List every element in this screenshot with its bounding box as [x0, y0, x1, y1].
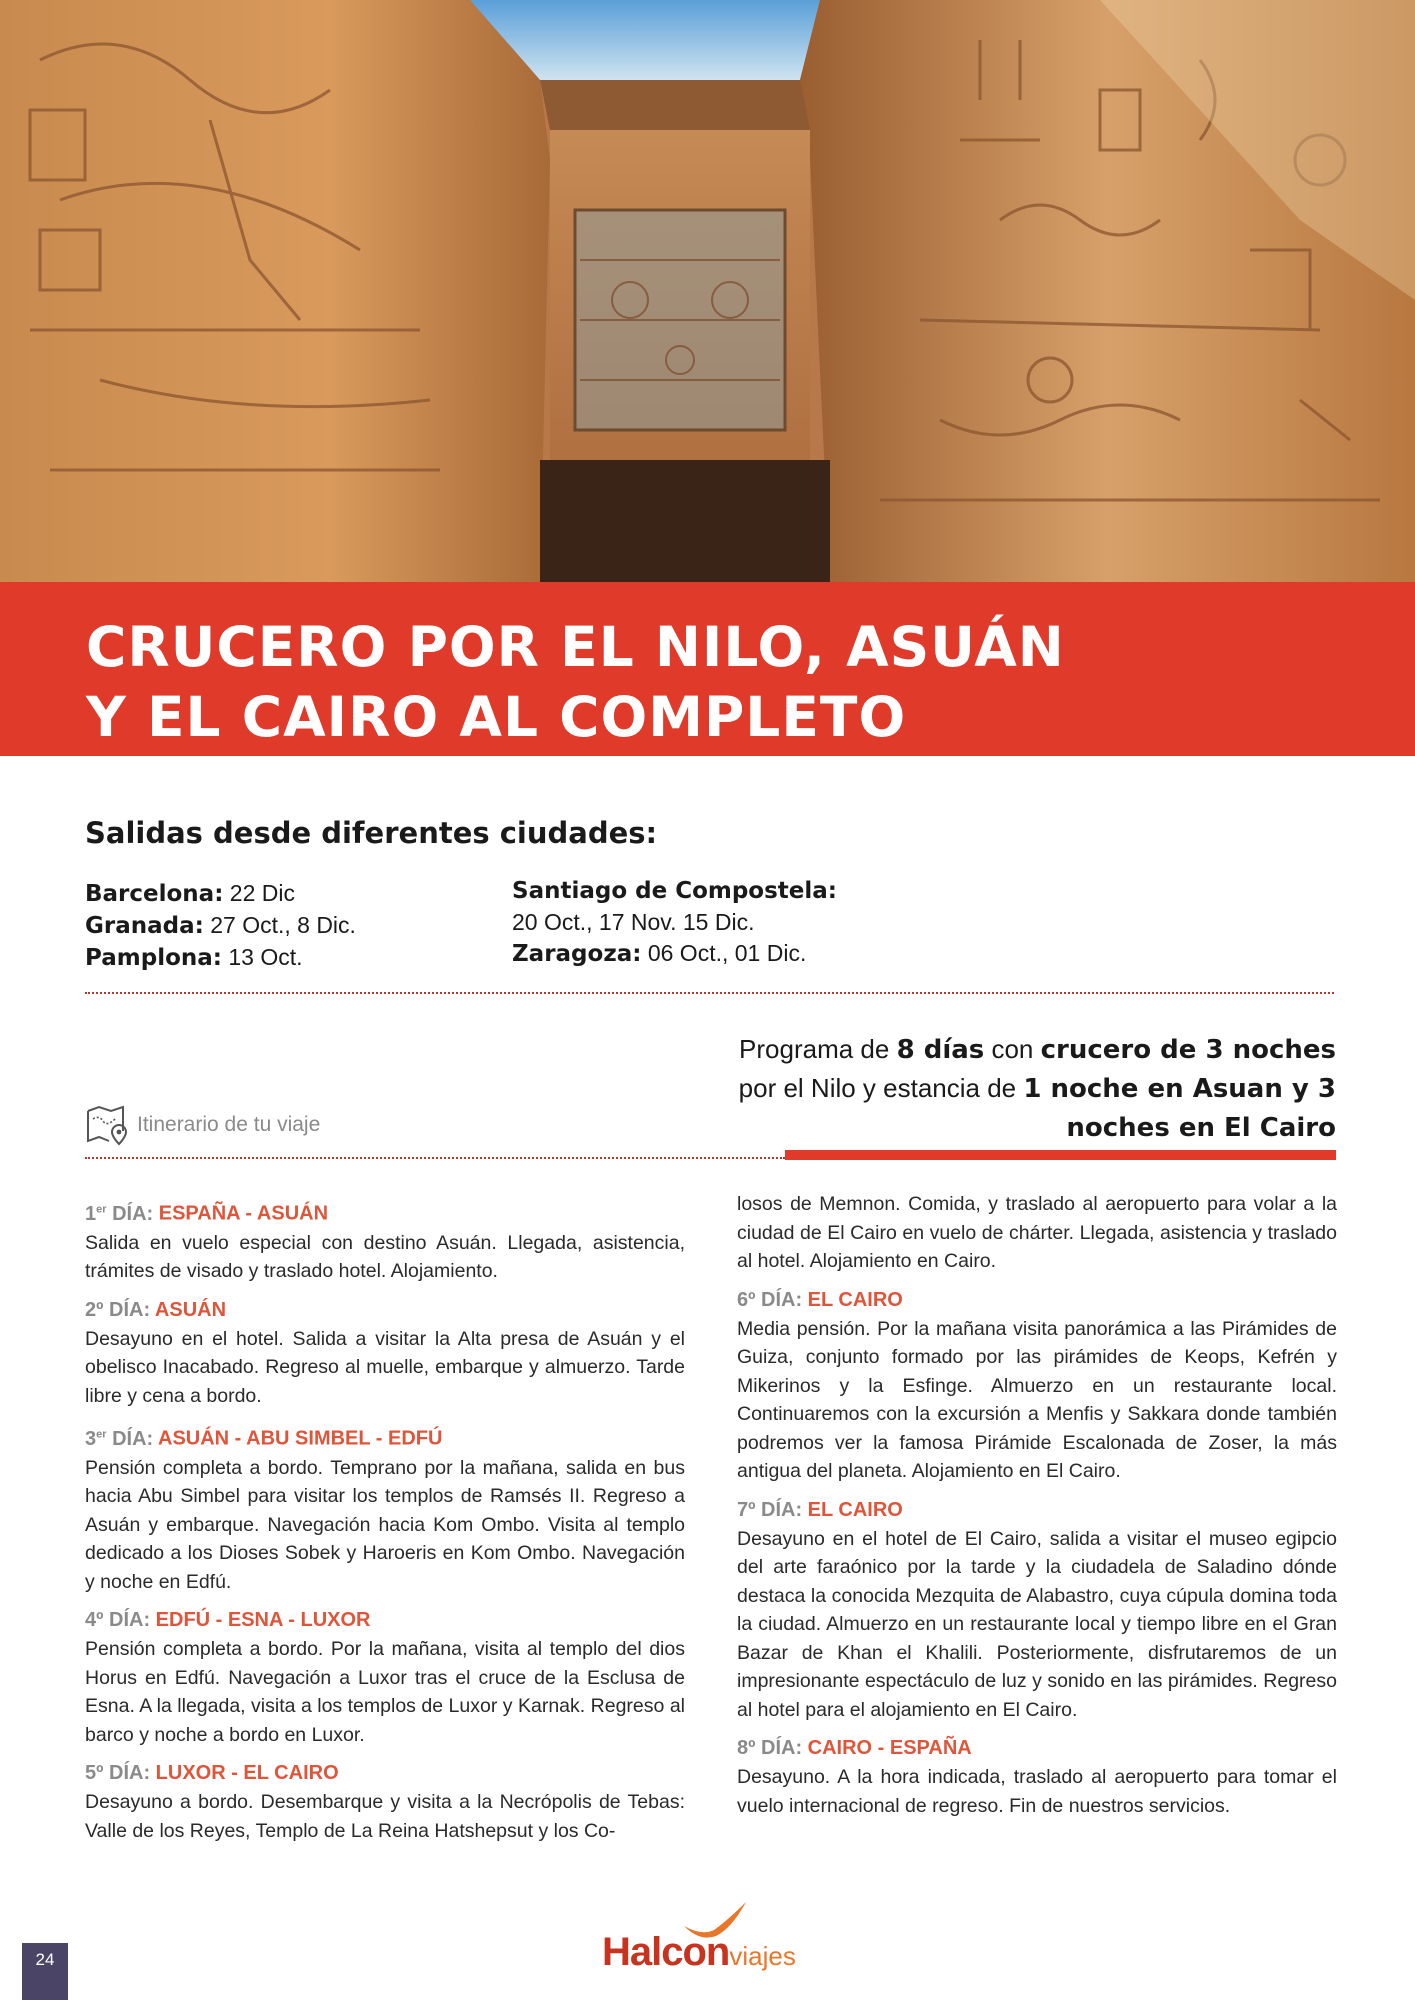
day-description: losos de Memnon. Comida, y traslado al aeropuerto para volar a la ciudad de El Cairo en vuelo de chárter. Llegada, asistencia y traslado al hotel. Alojamiento en Cairo. — [737, 1193, 1337, 1272]
day-label: DÍA: — [106, 1427, 159, 1450]
program-text: por el Nilo y estancia de — [738, 1073, 1024, 1103]
day-number: 7º — [737, 1498, 756, 1521]
hero-photo — [0, 0, 1415, 582]
departure-row — [85, 942, 356, 974]
program-summary — [696, 1030, 1336, 1147]
day-ordinal: er — [96, 1203, 107, 1215]
departures-right — [512, 876, 837, 970]
day-ordinal: er — [96, 1428, 107, 1441]
title-line-2: Y EL CAIRO AL COMPLETO — [86, 685, 907, 749]
departure-city: Pamplona: — [85, 945, 222, 971]
day-block — [85, 1194, 685, 1286]
page-number: 24 — [22, 1943, 68, 2000]
day-block — [85, 1758, 685, 1845]
day-heading — [85, 1758, 685, 1788]
day-label: DÍA: — [755, 1498, 808, 1521]
day-block-continued — [737, 1190, 1337, 1276]
day-number: 8º — [737, 1737, 756, 1759]
day-label: DÍA: — [755, 1737, 808, 1759]
day-number: 5º — [85, 1762, 104, 1785]
halcon-viajes-logo — [600, 1900, 840, 1980]
day-description: Salida en vuelo especial con destino Asuán. Llegada, asistencia, trámites de visado y traslado hotel. Alojamiento. — [85, 1231, 685, 1283]
day-title: ASUÁN — [154, 1298, 227, 1321]
departure-city: Barcelona: — [85, 881, 224, 907]
logo-brand: Halcon — [602, 1930, 730, 1974]
day-number: 2º — [85, 1298, 104, 1321]
departure-dates: 13 Oct. — [221, 944, 303, 970]
program-text: con — [984, 1034, 1041, 1064]
day-number: 3 — [85, 1427, 97, 1450]
departure-dates: 27 Oct., 8 Dic. — [203, 912, 356, 938]
page-title — [86, 612, 1065, 752]
departures-heading: Salidas desde diferentes ciudades: — [85, 816, 658, 850]
map-icon — [85, 1103, 131, 1147]
program-text: Programa de — [739, 1034, 897, 1064]
day-heading — [737, 1495, 1337, 1525]
day-label: DÍA: — [103, 1762, 156, 1785]
itinerary-column-left — [85, 1194, 685, 1854]
itinerary-label: Itinerario de tu viaje — [137, 1113, 321, 1136]
day-heading — [737, 1285, 1337, 1315]
title-line-1: CRUCERO POR EL NILO, ASUÁN — [86, 615, 1065, 679]
day-block — [737, 1495, 1337, 1725]
day-description: Desayuno en el hotel. Salida a visitar la Alta presa de Asuán y el obelisco Inacabado. Regreso al muelle, embarque y almuerzo. Tarde libre y cena a bordo. — [85, 1327, 685, 1407]
title-banner — [0, 582, 1415, 756]
departure-dates: 22 Dic — [223, 880, 295, 906]
day-heading — [737, 1733, 1337, 1763]
departure-dates: 06 Oct., 01 Dic. — [641, 940, 807, 966]
itinerary-column-right — [737, 1190, 1337, 1829]
day-title: LUXOR - EL CAIRO — [155, 1762, 339, 1785]
dotted-divider — [85, 992, 1334, 994]
departure-row — [85, 878, 356, 910]
temple-illustration — [0, 0, 1415, 582]
day-heading — [85, 1295, 685, 1325]
day-label: DÍA: — [103, 1298, 155, 1321]
departures-left — [85, 878, 356, 974]
day-title: ESPAÑA - ASUÁN — [158, 1202, 329, 1225]
program-cruise: crucero de 3 noches — [1040, 1035, 1336, 1065]
departure-city: Zaragoza: — [512, 941, 642, 967]
logo-sub: viajes — [729, 1941, 796, 1971]
dotted-divider — [85, 1157, 785, 1159]
day-number: 6º — [737, 1288, 756, 1311]
day-label: DÍA: — [103, 1609, 156, 1632]
program-days: 8 días — [896, 1035, 985, 1065]
departure-row — [512, 938, 837, 970]
day-block — [85, 1605, 685, 1749]
day-description: Media pensión. Por la mañana visita panorámica a las Pirámides de Guiza, conjunto formado por las pirámides de Keops, Kefrén y Mikerinos y la Esfinge. Almuerzo en un restaurante local. Continuaremos con la excursión a Menfis y Sakkara donde también podremos ver la famosa Pirámide Escalonada de Zoser, la más antigua del planeta. Alojamiento en El Cairo. — [737, 1317, 1337, 1482]
day-title: ASUÁN - ABU SIMBEL - EDFÚ — [158, 1427, 443, 1450]
day-heading — [85, 1419, 685, 1454]
day-title: CAIRO - ESPAÑA — [807, 1737, 972, 1759]
day-description: Pensión completa a bordo. Por la mañana, visita al templo del dios Horus en Edfú. Navegación a Luxor tras el cruce de la Esclusa de Esna. A la llegada, visita a los templos de Luxor y Karnak. Regreso al barco y noche a bordo en Luxor. — [85, 1638, 685, 1746]
day-block — [85, 1419, 685, 1596]
day-title: EL CAIRO — [807, 1288, 903, 1311]
day-block — [85, 1295, 685, 1411]
itinerary-header — [85, 1103, 320, 1147]
logo-wordmark — [602, 1930, 796, 1975]
day-description: Desayuno en el hotel de El Cairo, salida a visitar el museo egipcio del arte faraónico por la tarde y la ciudadela de Saladino dónde destaca la conocida Mezquita de Alabastro, cuya cúpula domina toda la ciudad. Almuerzo en un restaurante local y tiempo libre en el Gran Bazar de Khan el Khalili. Posteriormente, disfrutaremos de un impresionante espectáculo de luz y sonido en las pirámides. Regreso al hotel para el alojamiento en El Cairo. — [737, 1527, 1337, 1721]
day-number: 4º — [85, 1609, 104, 1632]
day-heading — [85, 1194, 685, 1229]
departure-city: Granada: — [85, 913, 204, 939]
day-label: DÍA: — [106, 1202, 159, 1225]
day-title: EDFÚ - ESNA - LUXOR — [155, 1609, 371, 1632]
day-number: 1 — [85, 1202, 97, 1225]
day-block — [737, 1733, 1337, 1820]
day-label: DÍA: — [755, 1288, 808, 1311]
day-description: Pensión completa a bordo. Temprano por la mañana, salida en bus hacia Abu Simbel para visitar los templos de Ramsés II. Regreso a Asuán y embarque. Navegación hacia Kom Ombo. Visita al templo dedicado a los Dioses Sobek y Haroeris en Kom Ombo. Navegación y noche en Edfú. — [85, 1456, 685, 1593]
day-description: Desayuno a bordo. Desembarque y visita a la Necrópolis de Tebas: Valle de los Reyes, Templo de La Reina Hatshepsut y los Co- — [85, 1791, 685, 1842]
departure-row — [85, 910, 356, 942]
program-stay: 1 noche en Asuan y 3 noches en El Cairo — [1023, 1074, 1336, 1143]
day-heading — [85, 1605, 685, 1635]
departure-dates: 20 Oct., 17 Nov. 15 Dic. — [512, 909, 755, 935]
day-description: Desayuno. A la hora indicada, traslado al aeropuerto para tomar el vuelo internacional de regreso. Fin de nuestros servicios. — [737, 1766, 1337, 1817]
day-title: EL CAIRO — [807, 1498, 903, 1521]
red-rule — [785, 1150, 1336, 1160]
departure-city: Santiago de Compostela: — [512, 878, 837, 904]
day-block — [737, 1285, 1337, 1486]
